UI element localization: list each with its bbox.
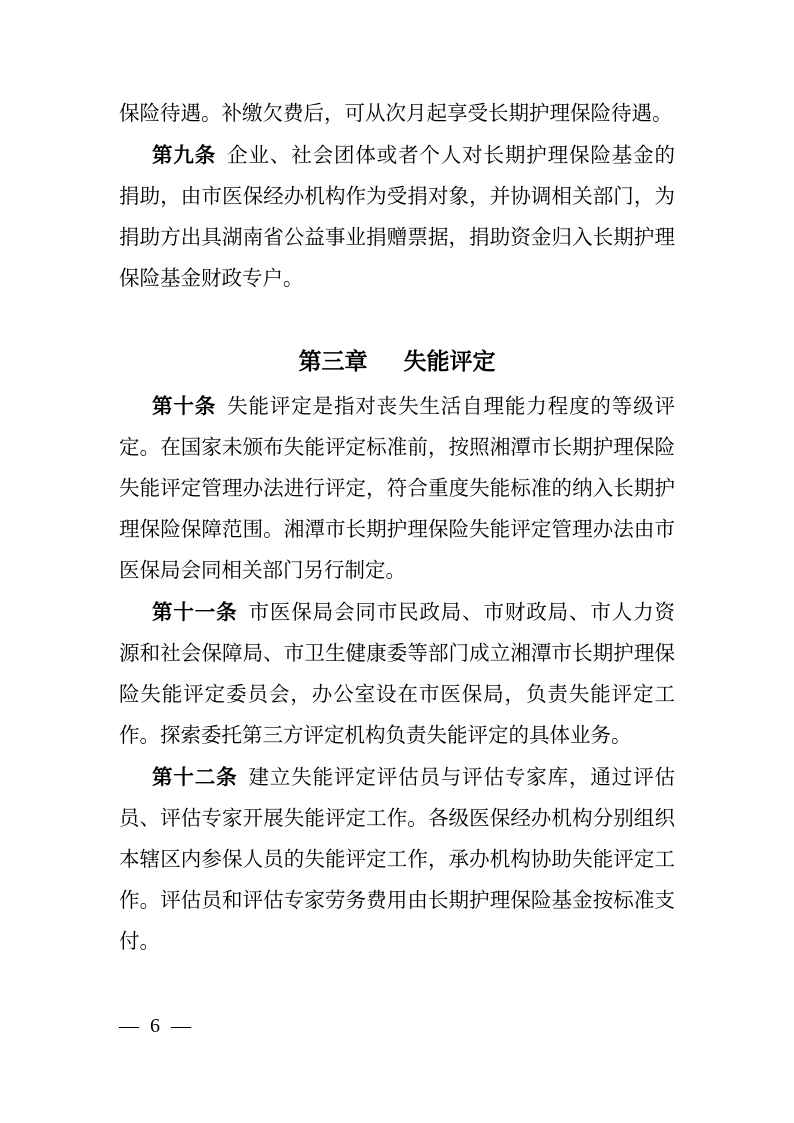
paragraph-text: 企业、社会团体或者个人对长期护理保险基金的捐助，由市医保经办机构作为受捐对象，并协调相关部门，为捐助方出具湖南省公益事业捐赠票据，捐助资金归入长期护理保险基金财政专户。: [119, 145, 675, 290]
article-paragraph: [119, 757, 675, 963]
chapter-heading: [119, 339, 675, 384]
article-number-label: 第十一条: [152, 601, 238, 624]
document-body: [119, 94, 675, 963]
continuation-paragraph: [119, 94, 675, 135]
article-number-label: 第九条: [152, 144, 217, 167]
paragraph-text: 建立失能评定评估员与评估专家库，通过评估员、评估专家开展失能评定工作。各级医保经办机构分别组织本辖区内参保人员的失能评定工作，承办机构协助失能评定工作。评估员和评估专家劳务费用由长期护理保险基金按标准支付。: [119, 767, 676, 953]
paragraph-text: 市医保局会同市民政局、市财政局、市人力资源和社会保障局、市卫生健康委等部门成立湘潭市长期护理保险失能评定委员会，办公室设在市医保局，负责失能评定工作。探索委托第三方评定机构负责失能评定的具体业务。: [119, 602, 676, 747]
article-paragraph: [119, 135, 675, 300]
paragraph-text: 失能评定是指对丧失生活自理能力程度的等级评定。在国家未颁布失能评定标准前，按照湘潭市长期护理保险失能评定管理办法进行评定，符合重度失能标准的纳入长期护理保险保障范围。湘潭市长期护理保险失能评定管理办法由市医保局会同相关部门另行制定。: [119, 396, 675, 582]
paragraph-text: 保险待遇。补缴欠费后，可从次月起享受长期护理保险待遇。: [119, 103, 673, 125]
chapter-title: 失能评定: [403, 348, 496, 374]
page-number: — 6 —: [119, 1015, 194, 1037]
article-number-label: 第十条: [152, 395, 217, 418]
article-paragraph: [119, 386, 675, 592]
article-paragraph: [119, 592, 675, 757]
chapter-number: 第三章: [298, 348, 368, 374]
article-number-label: 第十二条: [152, 766, 238, 789]
page-footer: [119, 1012, 194, 1040]
